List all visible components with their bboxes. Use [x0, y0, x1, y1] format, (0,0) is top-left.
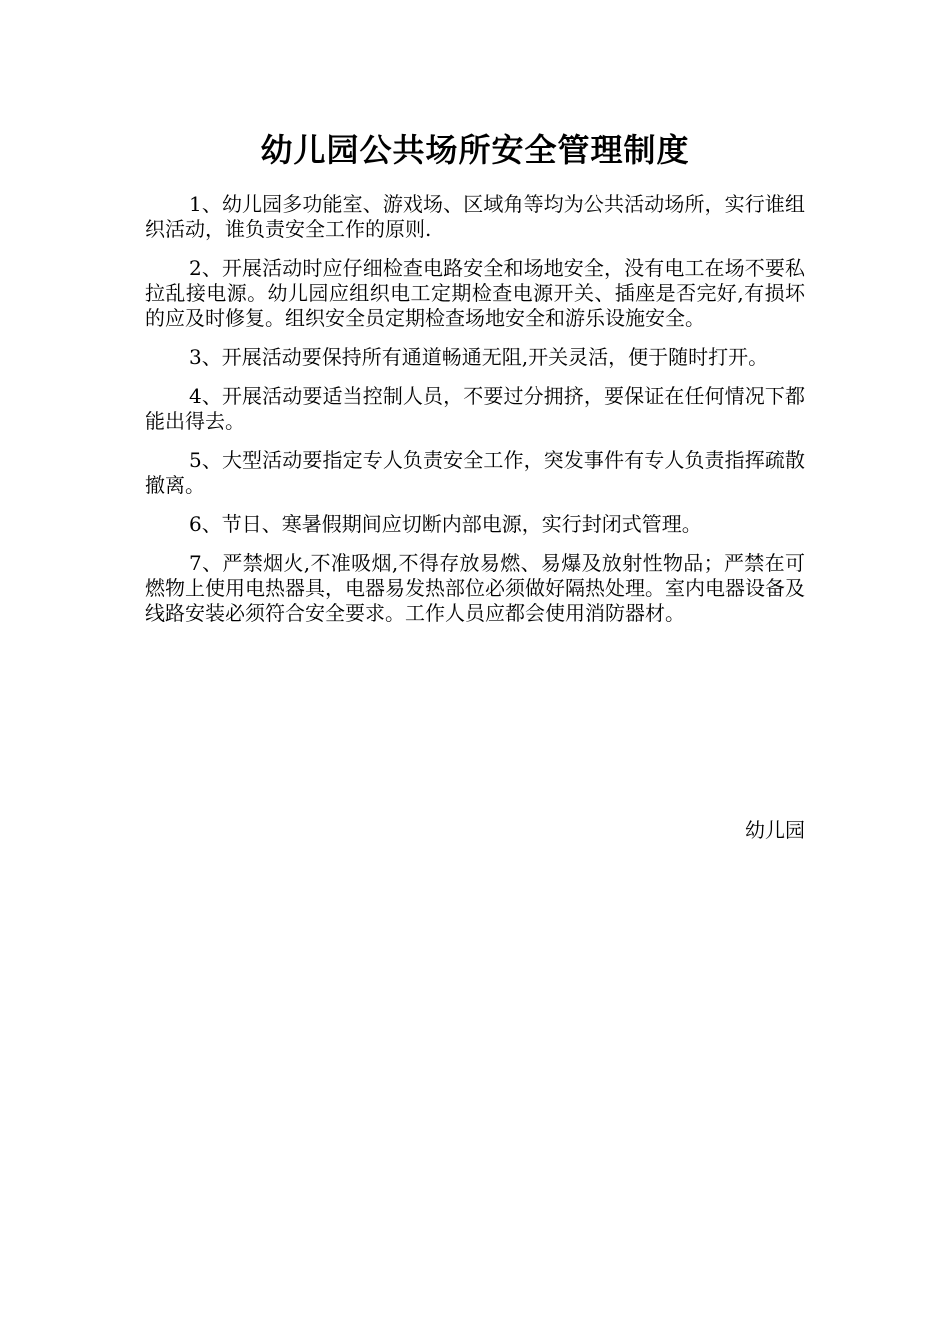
signature: 幼儿园 [745, 818, 805, 842]
clause-6: 6、节日、寒暑假期间应切断内部电源，实行封闭式管理。 [189, 512, 702, 536]
clause-7: 7、严禁烟火,不准吸烟,不得存放易燃、易爆及放射性物品；严禁在可燃物上使用电热器具，电器易发热部位必须做好隔热处理。室内电器设备及线路安装必须符合安全要求。工作人员应都会使用消防器材。 [145, 551, 805, 625]
document-title: 幼儿园公共场所安全管理制度 [260, 131, 690, 169]
clause-4: 4、开展活动要适当控制人员，不要过分拥挤，要保证在任何情况下都能出得去。 [145, 384, 805, 433]
clause-2: 2、开展活动时应仔细检查电路安全和场地安全，没有电工在场不要私拉乱接电源。幼儿园应组织电工定期检查电源开关、插座是否完好,有损坏的应及时修复。组织安全员定期检查场地安全和游乐设施安全。 [145, 256, 805, 330]
clause-1: 1、幼儿园多功能室、游戏场、区域角等均为公共活动场所，实行谁组织活动，谁负责安全工作的原则. [145, 192, 805, 241]
clause-3: 3、开展活动要保持所有通道畅通无阻,开关灵活，便于随时打开。 [189, 345, 769, 369]
clause-5: 5、大型活动要指定专人负责安全工作，突发事件有专人负责指挥疏散撤离。 [145, 448, 805, 497]
document-page [145, 126, 805, 640]
